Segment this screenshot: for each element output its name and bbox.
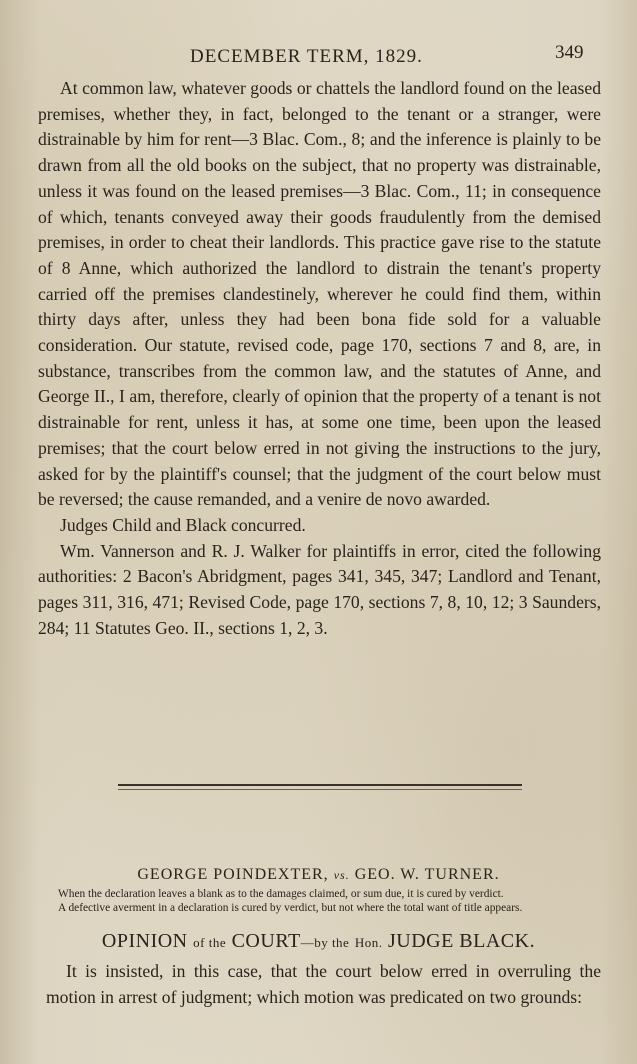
opinion-heading-word: OPINION (101, 930, 188, 952)
section-divider (118, 784, 522, 786)
opinion-continuation (38, 76, 601, 641)
page-header (0, 40, 637, 70)
case-title (0, 866, 637, 884)
paragraph-concurrence: Judges Child and Black concurred. (60, 514, 306, 535)
opinion-body (46, 958, 601, 1010)
syllabus-point-1: When the declaration leaves a blank as to the damages claimed, or sum due, it is cured by verdict. (58, 888, 504, 900)
syllabus-point-2: A defective averment in a declaration is cured by verdict, but not where the total want of title appears. (58, 901, 523, 914)
opinion-heading-by-the: —by the (300, 935, 350, 950)
opinion-heading-hon: Hon. (354, 935, 383, 950)
paragraph-counsel-authorities: Wm. Vannerson and R. J. Walker for plaintiffs in error, cited the following authorities: 2 Bacon's Abridgment, pages 341, 345, 347; Landlord and Tenant, pages 311, 316, 471; Revised Code, page 170, sections 7, 8, 10, 12; 3 Saunders, 284; 11 Statutes Geo. II., sections 1, 2, 3. (38, 540, 601, 638)
opinion-heading-judge: JUDGE BLACK. (387, 930, 536, 952)
paragraph-distress-law: At common law, whatever goods or chattels the landlord found on the leased premises, whether they, in fact, belonged to the tenant or a stranger, were distrainable by him for rent—3 Blac. Com., 8; and the inference is plainly to be drawn from all the old books on the subject, that no property was distrainable, unless it was found on the leased premises—3 Blac. Com., 11; in consequence of which, tenants conveyed away their goods fraudulently from the demised premises, in order to cheat their landlords. This practice gave rise to the statute of 8 Anne, which authorized the landlord to distrain the tenant's property carried off the premises clandestinely, wherever he could find them, within thirty days after, unless they had been bona fide sold for a valuable consideration. Our statute, revised code, page 170, sections 7 and 8, are, in substance, transcribes from the common law, and the statutes of Anne, and George II., I am, therefore, clearly of opinion that the property of a tenant is not distrainable for rent, unless it has, at some one time, been upon the leased premises; that the court below erred in not giving the instructions to the jury, asked for by the plaintiff's counsel; that the judgment of the court below must be reversed; the cause remanded, and a venire de novo awarded. (38, 78, 601, 510)
opinion-heading (0, 930, 637, 953)
plaintiff-name: GEORGE POINDEXTER, (137, 866, 329, 883)
running-head: DECEMBER TERM, 1829. (190, 46, 423, 67)
opinion-paragraph-1: It is insisted, in this case, that the court below erred in overruling the motion in arrest of judgment; which motion was predicated on two grounds: (46, 961, 601, 1007)
defendant-name: GEO. W. TURNER. (354, 866, 500, 883)
case-syllabus (46, 888, 600, 915)
versus-label: vs. (333, 868, 350, 882)
page-number: 349 (555, 42, 584, 63)
opinion-heading-of-the: of the (193, 935, 227, 950)
section-divider-thin (118, 789, 522, 790)
opinion-heading-court: COURT (231, 930, 301, 952)
